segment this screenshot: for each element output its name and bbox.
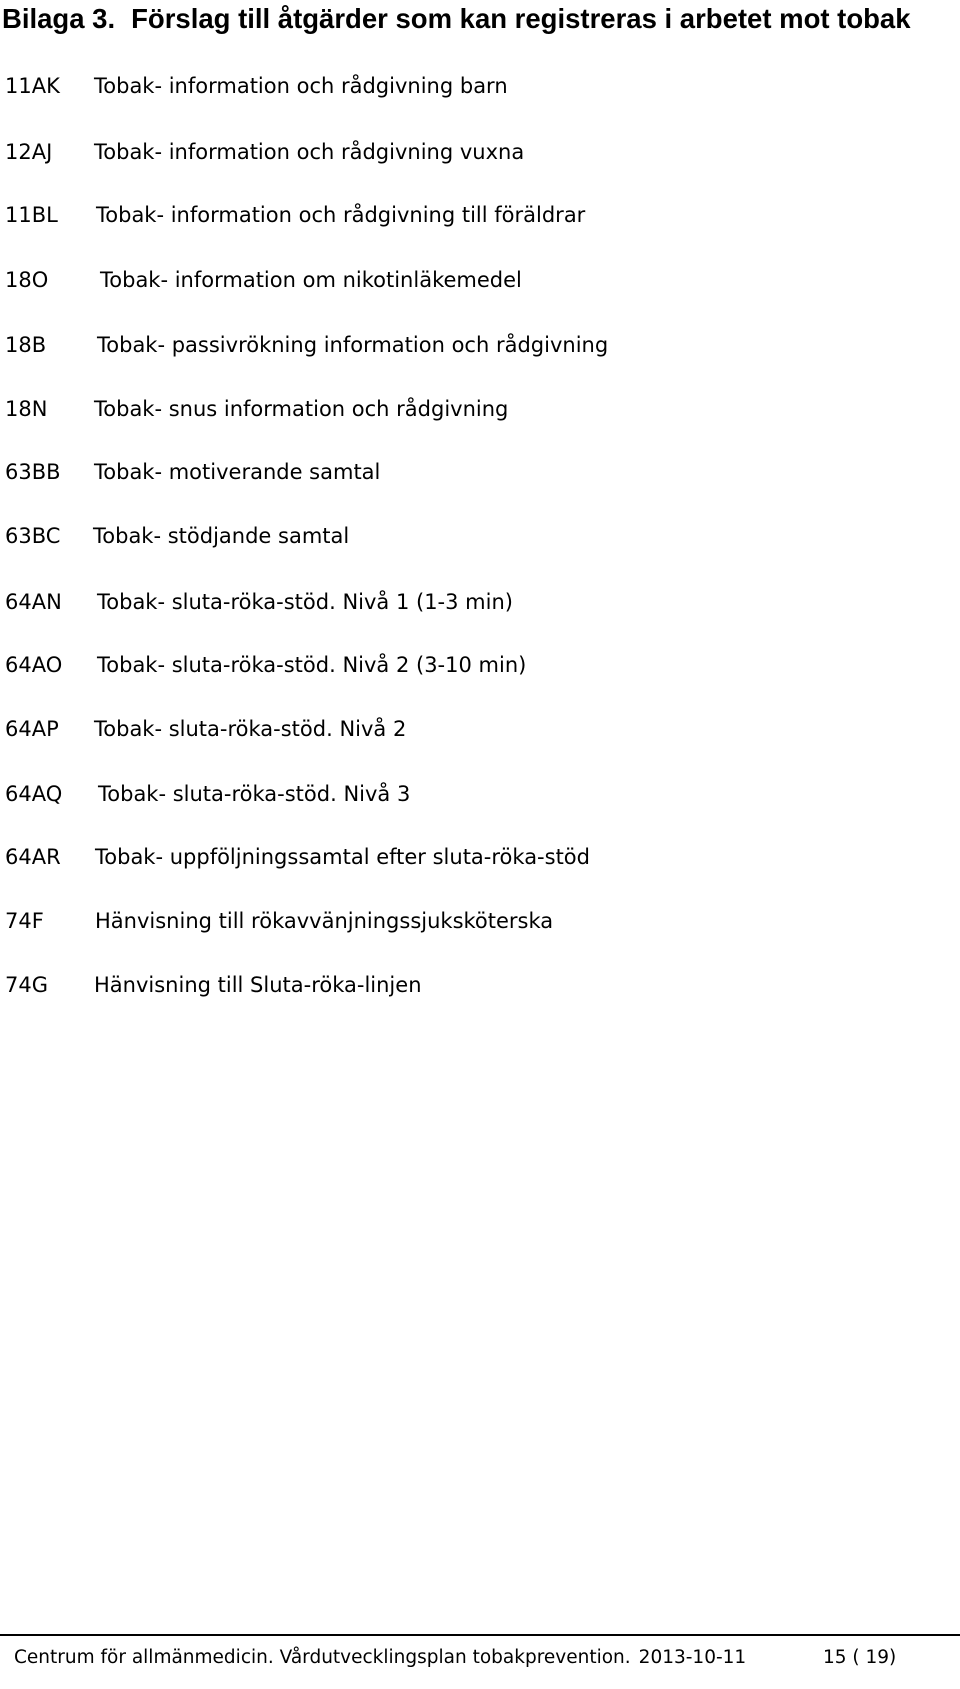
- measure-description: Tobak- information och rådgivning vuxna: [94, 140, 525, 164]
- list-item: [0, 519, 960, 553]
- footer-document-name: Centrum för allmänmedicin. Vårdutvecklingsplan tobakprevention.: [14, 1647, 631, 1668]
- measure-code: 11BL: [5, 203, 58, 227]
- measure-code: 64AN: [5, 590, 62, 614]
- page-number: 15 ( 19): [823, 1647, 897, 1668]
- list-item: [0, 585, 960, 619]
- measure-description: Tobak- information och rådgivning barn: [94, 74, 508, 98]
- measure-code: 64AO: [5, 653, 63, 677]
- list-item: [0, 135, 960, 169]
- measure-code: 74G: [5, 973, 48, 997]
- title-text: Förslag till åtgärder som kan registreras i arbetet mot tobak: [131, 3, 911, 34]
- measure-description: Tobak- uppföljningssamtal efter sluta-röka-stöd: [95, 845, 590, 869]
- attachment-label: Bilaga 3.: [2, 3, 116, 34]
- measure-code: 64AR: [5, 845, 61, 869]
- measure-code: 18O: [5, 268, 49, 292]
- measure-description: Tobak- sluta-röka-stöd. Nivå 2 (3-10 min): [97, 653, 527, 677]
- measure-description: Tobak- stödjande samtal: [93, 524, 350, 548]
- list-item: [0, 648, 960, 682]
- footer-source: [14, 1646, 746, 1670]
- measure-description: Tobak- motiverande samtal: [94, 460, 381, 484]
- list-item: [0, 840, 960, 874]
- page-title: [2, 2, 911, 36]
- measure-description: Hänvisning till rökavvänjningssjuksköterska: [95, 909, 554, 933]
- measure-code: 12AJ: [5, 140, 53, 164]
- measure-description: Tobak- passivrökning information och rådgivning: [97, 333, 609, 357]
- measure-code: 63BB: [5, 460, 61, 484]
- list-item: [0, 198, 960, 232]
- list-item: [0, 712, 960, 746]
- measure-description: Tobak- sluta-röka-stöd. Nivå 1 (1-3 min): [97, 590, 513, 614]
- measure-description: Tobak- sluta-röka-stöd. Nivå 2: [94, 717, 407, 741]
- measure-description: Hänvisning till Sluta-röka-linjen: [94, 973, 422, 997]
- page-footer: [0, 1634, 960, 1670]
- list-item: [0, 455, 960, 489]
- list-item: [0, 69, 960, 103]
- measure-code: 64AQ: [5, 782, 63, 806]
- measure-code: 74F: [5, 909, 44, 933]
- list-item: [0, 777, 960, 811]
- list-item: [0, 392, 960, 426]
- measure-description: Tobak- sluta-röka-stöd. Nivå 3: [98, 782, 411, 806]
- measure-code: 11AK: [5, 74, 60, 98]
- footer-divider: [0, 1634, 960, 1636]
- measure-description: Tobak- snus information och rådgivning: [94, 397, 509, 421]
- measure-code: 18B: [5, 333, 47, 357]
- list-item: [0, 904, 960, 938]
- list-item: [0, 968, 960, 1002]
- measure-code: 64AP: [5, 717, 59, 741]
- list-item: [0, 328, 960, 362]
- measure-description: Tobak- information och rådgivning till föräldrar: [96, 203, 586, 227]
- measure-description: Tobak- information om nikotinläkemedel: [100, 268, 522, 292]
- measure-code: 63BC: [5, 524, 61, 548]
- footer-date: 2013-10-11: [638, 1647, 747, 1668]
- measure-code: 18N: [5, 397, 48, 421]
- list-item: [0, 263, 960, 297]
